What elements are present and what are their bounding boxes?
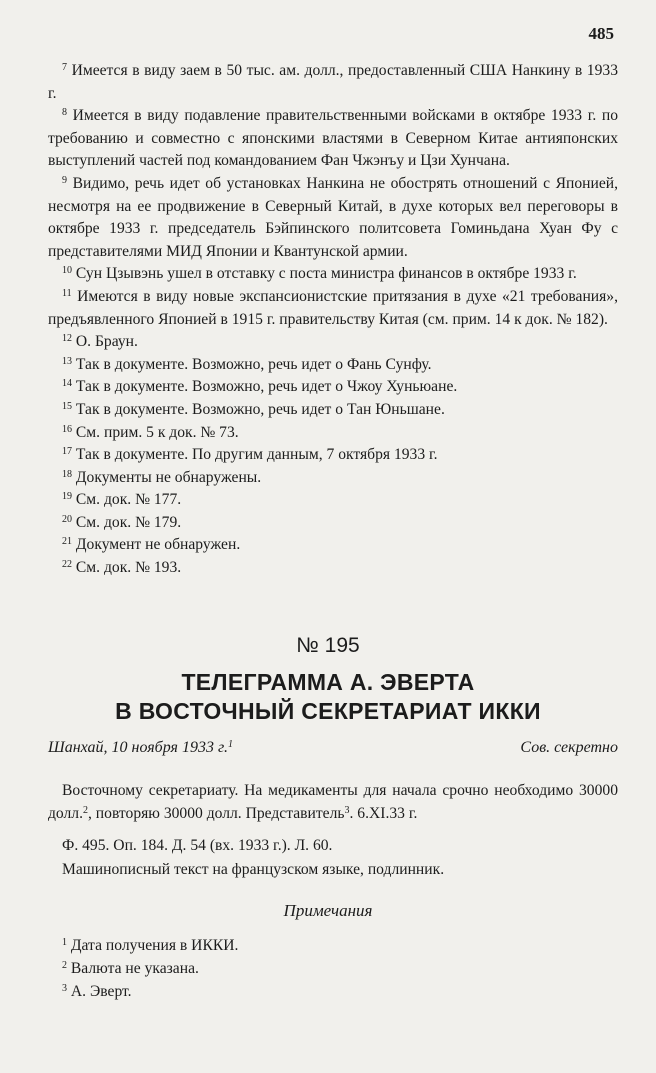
endnotes-list (48, 60, 618, 580)
endnote-number: 18 (62, 468, 72, 480)
footnote-number: 1 (62, 937, 67, 948)
endnote-16 (48, 422, 618, 445)
archive-note: Машинописный текст на французском языке, подлинник. (62, 861, 445, 878)
footnote-number: 3 (62, 983, 67, 994)
body-footnote-ref-3: 3 (344, 804, 350, 816)
endnote-12 (48, 331, 618, 354)
body-footnote-ref-2: 2 (83, 804, 88, 816)
document-title (0, 668, 656, 726)
endnote-number: 11 (62, 287, 72, 299)
body-part-1: Восточному секретариату. На медикаменты для начала срочно необходимо 30000 долл. (48, 782, 618, 822)
endnote-10 (48, 263, 618, 286)
endnote-9 (48, 173, 618, 263)
footnote-text: Дата получения в ИККИ. (70, 937, 239, 954)
archive-ref: Ф. 495. Оп. 184. Д. 54 (вх. 1933 г.). Л. 60. (62, 837, 333, 854)
endnote-text: Имеется в виду подавление правительственными войсками в октябре 1933 г. по требованию и совместно с японскими властями в Северном Китае антияпонских выступлений частей под командованием Фан Чжэнъу и Цзи Хунчана. (48, 107, 618, 170)
endnote-text: Документы не обнаружены. (75, 468, 262, 486)
classification-stamp: Сов. секретно (520, 739, 618, 756)
dateline (48, 739, 618, 757)
endnote-number: 19 (62, 491, 72, 503)
endnote-number: 9 (62, 174, 67, 186)
endnote-text: Имеется в виду заем в 50 тыс. ам. долл., предоставленный США Нанкину в 1933 г. (48, 62, 618, 102)
endnote-number: 12 (62, 333, 72, 345)
endnote-number: 21 (62, 536, 72, 548)
footnote-number: 2 (62, 960, 67, 971)
endnote-14 (48, 376, 618, 399)
endnote-13 (48, 354, 618, 377)
footnote-3 (48, 980, 618, 1003)
endnote-number: 16 (62, 423, 72, 435)
endnote-number: 7 (62, 62, 67, 73)
document-title-line-1: ТЕЛЕГРАММА А. ЭВЕРТА (181, 669, 475, 695)
endnote-number: 17 (62, 446, 72, 458)
place-date (48, 739, 233, 757)
endnote-number: 10 (62, 265, 72, 277)
endnote-22 (48, 557, 618, 580)
endnote-text: См. док. № 193. (75, 559, 182, 577)
footnotes-list (48, 934, 618, 1003)
archive-reference (48, 834, 618, 882)
endnote-text: См. прим. 5 к док. № 73. (75, 423, 239, 441)
page-number: 485 (588, 24, 614, 43)
endnote-text: О. Браун. (75, 333, 138, 351)
document-number: № 195 (296, 634, 360, 657)
endnote-text: Имеются в виду новые экспансионистские притязания в духе «21 требования», предъявленного Японией в 1915 г. правительству Китая (см. прим. 14 к док. № 182). (48, 287, 618, 328)
endnote-21 (48, 534, 618, 557)
endnote-text: Так в документе. Возможно, речь идет о Тан Юньшане. (75, 400, 445, 418)
endnote-11 (48, 286, 618, 331)
endnote-text: Видимо, речь идет об установках Нанкина не обострять отношений с Японией, несмотря на ее продвижение в Северный Китай, в духе которых вел переговоры в октябре 1933 г. председатель Бэйпинского политсовета Гоминьдана Хуан Фу с представителями МИД Японии и Квантунской армии. (48, 174, 618, 260)
endnote-8 (48, 105, 618, 173)
footnote-text: А. Эверт. (70, 983, 132, 1000)
endnote-number: 8 (62, 107, 67, 119)
place-date-text: Шанхай, 10 ноября 1933 г. (48, 739, 228, 756)
endnote-19 (48, 489, 618, 512)
endnote-number: 15 (62, 400, 72, 412)
endnote-number: 22 (62, 559, 72, 571)
footnote-text: Валюта не указана. (70, 960, 199, 977)
footnote-1 (48, 934, 618, 957)
endnote-text: См. док. № 179. (75, 513, 182, 531)
endnote-text: Так в документе. Возможно, речь идет о Фань Сунфу. (75, 355, 432, 373)
endnote-number: 13 (62, 355, 72, 367)
endnote-15 (48, 399, 618, 422)
endnote-number: 14 (62, 378, 72, 390)
body-part-2: , повторяю 30000 долл. Представитель (88, 804, 345, 822)
endnote-text: Так в документе. По другим данным, 7 октября 1933 г. (75, 446, 438, 464)
telegram-body (48, 780, 618, 825)
notes-heading: Примечания (283, 901, 373, 920)
endnote-17 (48, 444, 618, 467)
endnote-7 (48, 60, 618, 105)
document-title-line-2: В ВОСТОЧНЫЙ СЕКРЕТАРИАТ ИККИ (115, 698, 541, 724)
endnote-20 (48, 512, 618, 535)
endnote-18 (48, 467, 618, 490)
body-part-3: . 6.XI.33 г. (349, 804, 418, 822)
endnote-text: См. док. № 177. (75, 491, 182, 509)
endnote-text: Так в документе. Возможно, речь идет о Чжоу Хуньюане. (75, 378, 458, 396)
endnote-text: Документ не обнаружен. (75, 536, 241, 554)
endnote-text: Сун Цзывэнь ушел в отставку с поста министра финансов в октябре 1933 г. (75, 265, 577, 283)
footnote-2 (48, 957, 618, 980)
endnote-number: 20 (62, 513, 72, 525)
place-date-footnote-ref: 1 (227, 739, 233, 750)
